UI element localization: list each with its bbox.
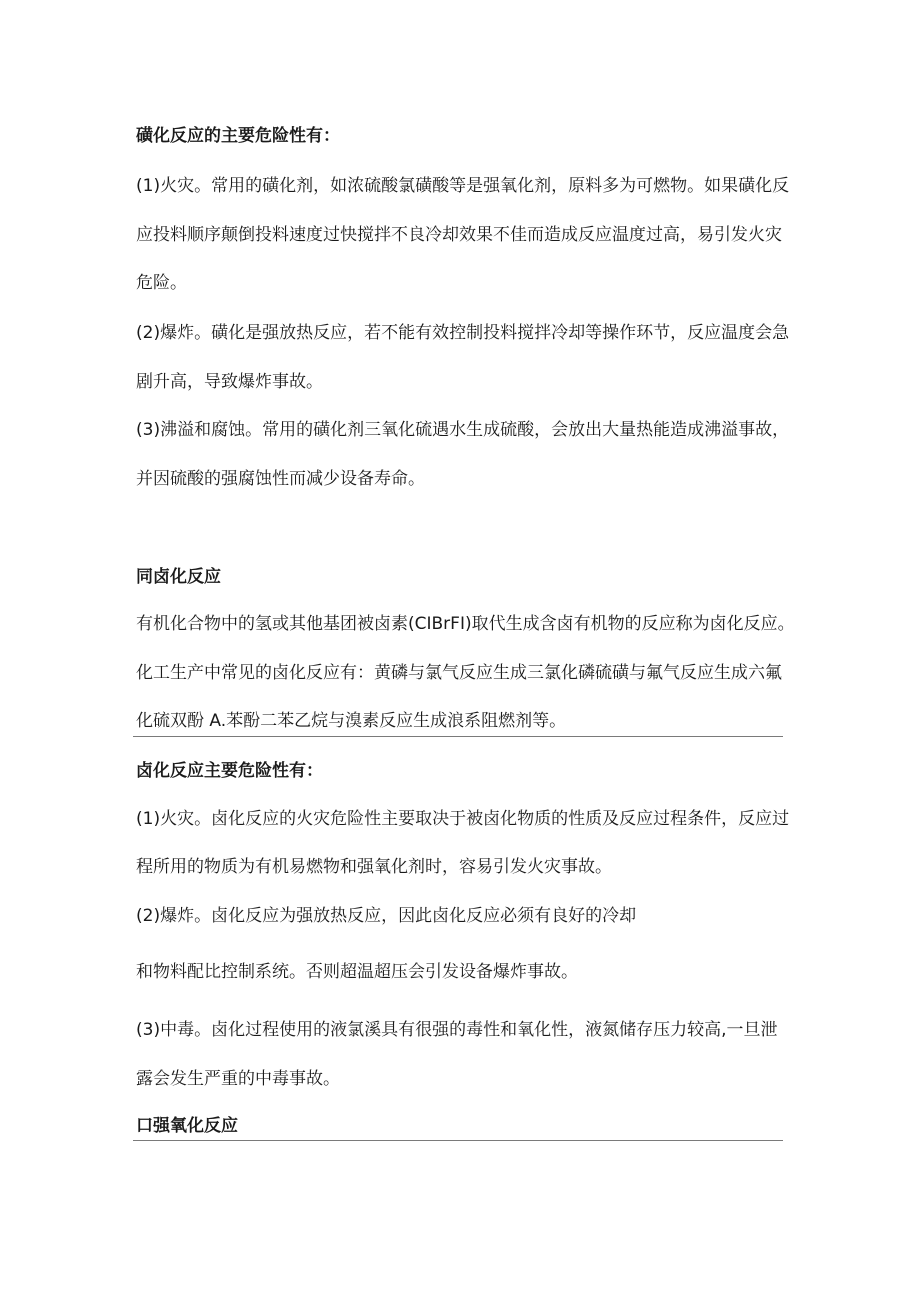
paragraph-line: 和物料配比控制系统。否则超温超压会引发设备爆炸事故。 [136,962,578,982]
paragraph-line: 有机化合物中的氢或其他基团被卤素(CIBrFI)取代生成含卤有机物的反应称为卤化反应。 [136,614,795,634]
section-heading-halogenation: 同卤化反应 [136,567,221,587]
paragraph-line: (2)爆炸。卤化反应为强放热反应，因此卤化反应必须有良好的冷却 [136,906,637,926]
paragraph-line: 露会发生严重的中毒事故。 [136,1069,340,1089]
paragraph-line: 程所用的物质为有机易燃物和强氧化剂时，容易引发火灾事故。 [136,857,612,877]
paragraph-line: 应投料顺序颠倒投料速度过快搅拌不良冷却效果不佳而造成反应温度过高，易引发火灾 [136,225,782,245]
paragraph-line: 化硫双酚 A.苯酚二苯乙烷与溴素反应生成浪系阻燃剂等。 [136,711,567,731]
section-heading-sulfonation-hazards: 磺化反应的主要危险性有： [136,126,340,146]
paragraph-line: (3)中毒。卤化过程使用的液氯溪具有很强的毒性和氧化性，液氮储存压力较高,一旦泄 [136,1020,778,1040]
paragraph-line: 并因硫酸的强腐蚀性而减少设备寿命。 [136,469,425,489]
paragraph-line: 危险。 [136,273,187,293]
paragraph-line: (1)火灾。卤化反应的火灾危险性主要取决于被卤化物质的性质及反应过程条件，反应过 [136,809,790,829]
paragraph-line: 化工生产中常见的卤化反应有：黄磷与氯气反应生成三氯化磷硫磺与氟气反应生成六氟 [136,663,782,683]
paragraph-line: (3)沸溢和腐蚀。常用的磺化剂三氧化硫遇水生成硫酸，会放出大量热能造成沸溢事故， [136,420,790,440]
paragraph-line: 剧升高，导致爆炸事故。 [136,372,323,392]
divider-line [133,1140,783,1141]
paragraph-line: (1)火灾。常用的磺化剂，如浓硫酸氯磺酸等是强氧化剂，原料多为可燃物。如果磺化反 [136,176,790,196]
paragraph-line: (2)爆炸。磺化是强放热反应，若不能有效控制投料搅拌冷却等操作环节，反应温度会急 [136,323,790,343]
divider-line [133,736,783,737]
section-heading-halogenation-hazards: 卤化反应主要危险性有： [136,761,323,781]
section-heading-strong-oxidation: 口强氧化反应 [136,1116,238,1136]
